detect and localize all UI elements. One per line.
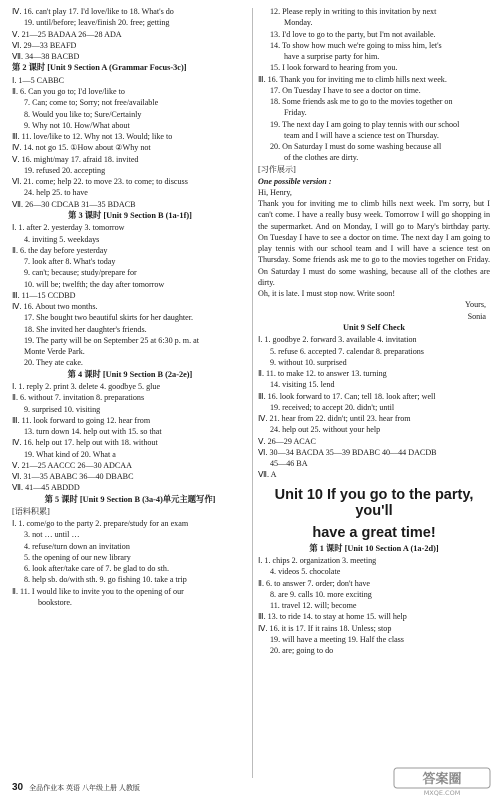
left-line: 24. help 25. to have [24, 188, 88, 198]
right-line: Ⅰ. 1. chips 2. organization 3. meeting [258, 556, 377, 565]
left-line: Ⅰ. 1. after 2. yesterday 3. tomorrow [12, 223, 125, 233]
right-line: Ⅲ. 13. to ride 14. to stay at home 15. will help [258, 612, 407, 622]
left-line: 10. will be; twelfth; the day after tomorrow [24, 279, 165, 289]
left-line: Ⅲ. 11—15 CCDBD [12, 290, 76, 300]
right-line: 45—46 BA [270, 459, 308, 468]
right-line: 11. travel 12. will; become [270, 601, 357, 610]
left-line: Ⅲ. 11. love/like to 12. Why not 13. Would; like to [12, 132, 173, 141]
right-line: 13. I'd love to go to the party, but I'm not available. [270, 29, 436, 39]
left-line: [语料积累] [12, 507, 50, 516]
right-line: Friday. [284, 108, 307, 118]
right-line: 19. will have a meeting 19. Half the class [270, 634, 404, 644]
right-line: 12. Please reply in writing to this invitation by next [270, 7, 437, 16]
left-line: 19. The party will be on September 25 at 6:30 p. m. at [24, 335, 199, 345]
left-line: 7. Can; come to; Sorry; not free/available [24, 98, 159, 108]
right-line: of the clothes are dirty. [284, 153, 359, 163]
left-line: Monte Verde Park. [24, 347, 85, 356]
left-line: Ⅱ. 6. Can you go to; I'd love/like to [12, 87, 125, 96]
left-line: Ⅱ. 6. without 7. invitation 8. preparations [12, 393, 145, 403]
left-line: Ⅰ. 1. reply 2. print 3. delete 4. goodbye 5. glue [12, 382, 161, 391]
column-divider [252, 8, 253, 778]
right-line: 17. On Tuesday I have to see a doctor on time. [270, 85, 421, 95]
left-column [12, 6, 248, 608]
left-line: Ⅴ. 16. might/may 17. afraid 18. invited [12, 154, 139, 164]
left-line: 4. inviting 5. weekdays [24, 234, 100, 244]
left-line: Ⅵ. 31—35 ABABC 36—40 DBABC [12, 472, 134, 481]
footer-text: 全品作业本 英语 八年级上册 人教版 [29, 785, 140, 792]
right-line: Ⅱ. 6. to answer 7. order; don't have [258, 578, 370, 588]
left-line: 6. look after/take care of 7. be glad to do sth. [24, 564, 169, 573]
right-line: 第 1 课时 [Unit 10 Section A (1a-2d)] [309, 543, 439, 553]
right-line: Ⅵ. 30—34 BACDA 35—39 BDABC 40—44 DACDB [258, 447, 437, 457]
right-line: 24. help out 25. without your help [270, 425, 381, 435]
left-line: 9. surprised 10. visiting [24, 404, 101, 414]
watermark-url: MXQE.COM [423, 789, 461, 796]
right-line: 4. videos 5. chocolate [270, 567, 341, 577]
left-line: 18. She invited her daughter's friends. [24, 324, 147, 334]
right-line: Ⅳ. 21. hear from 22. didn't; until 23. hear from [258, 414, 411, 423]
right-line: 20. are; going to do [270, 646, 334, 655]
watermark-text: 答案圈 [422, 772, 462, 787]
right-line: Monday. [284, 18, 313, 28]
left-line: 19. refused 20. accepting [24, 165, 106, 175]
left-line: 20. They ate cake. [24, 358, 83, 368]
right-line: 14. visiting 15. lend [270, 380, 335, 390]
left-line: 第 4 课时 [Unit 9 Section B (2a-2e)] [67, 369, 193, 379]
right-column [258, 6, 490, 656]
page-footer [12, 782, 140, 793]
left-line: 17. She bought two beautiful skirts for her daughter. [24, 313, 194, 323]
right-line: Oh, it is late. I must stop now. Write soon! [258, 289, 396, 298]
left-line: 第 2 课时 [Unit 9 Section A (Grammar Focus-3c)] [12, 63, 187, 73]
right-line: team and I will have a science test on Thursday. [284, 130, 439, 140]
left-line: 3. not … until … [24, 530, 80, 540]
right-line: Ⅴ. 26—29 ACAC [258, 436, 316, 446]
left-line: 19. What kind of 20. What a [24, 449, 116, 459]
left-line: Ⅵ. 29—33 BEAFD [12, 40, 77, 50]
right-line: Ⅳ. 16. it is 17. If it rains 18. Unless; stop [258, 623, 392, 633]
right-line: 8. are 9. calls 10. more exciting [270, 589, 372, 599]
page-number: 30 [12, 782, 24, 793]
left-line: Ⅶ. 26—30 CDCAB 31—35 BDACB [12, 199, 136, 209]
left-line: 9. can't; because; study/prepare for [24, 268, 137, 278]
right-line: [习作展示] [258, 164, 296, 174]
right-line: One possible version : [258, 176, 332, 186]
right-line: Ⅱ. 11. to make 12. to answer 13. turning [258, 369, 387, 378]
right-line: 20. On Saturday I must do some washing because all [270, 142, 442, 151]
right-line: 5. refuse 6. accepted 7. calendar 8. preparations [270, 346, 424, 356]
left-line: Ⅱ. 11. I would like to invite you to the opening of our [12, 586, 184, 596]
left-line: Ⅶ. 34—38 BACBD [12, 52, 80, 61]
right-line: Ⅶ. A [258, 470, 277, 480]
left-line: 13. turn down 14. help out with 15. so that [24, 427, 162, 436]
left-line: Ⅳ. 16. help out 17. help out with 18. without [12, 438, 158, 448]
left-line: 第 5 课时 [Unit 9 Section B (3a-4)单元主题写作] [44, 494, 216, 504]
left-line: Ⅳ. 14. not go 15. ①How about ②Why not [12, 143, 151, 153]
left-line: Ⅳ. 16. can't play 17. I'd love/like to 18. What's do [12, 7, 174, 16]
right-line: 9. without 10. surprised [270, 357, 347, 367]
left-line: bookstore. [38, 597, 72, 607]
left-line: 5. the opening of our new library [24, 552, 131, 562]
left-line: 9. Why not 10. How/What about [24, 120, 130, 130]
left-line: Ⅱ. 6. the day before yesterday [12, 245, 108, 255]
right-line: 19. The next day I am going to play tennis with our school [270, 119, 460, 129]
left-line: Ⅶ. 41—45 ABDDD [12, 483, 80, 493]
left-line: 第 3 课时 [Unit 9 Section B (1a-1f)] [68, 210, 192, 220]
left-line: 19. until/before; leave/finish 20. free; getting [24, 18, 170, 28]
right-line: Ⅲ. 16. Thank you for inviting me to climb hills next week. [258, 74, 447, 84]
left-line: Ⅵ. 21. come; help 22. to move 23. to come; to discuss [12, 177, 188, 186]
left-line: Ⅴ. 21—25 AACCC 26—30 ADCAA [12, 460, 132, 470]
right-line: have a great time! [312, 524, 436, 541]
watermark-logo [392, 766, 492, 796]
left-line: Ⅲ. 11. look forward to going 12. hear from [12, 415, 151, 425]
right-line: Ⅲ. 16. look forward to 17. Can; tell 18. look after; well [258, 391, 436, 401]
left-line: 7. look after 8. What's today [24, 257, 116, 266]
right-line: Hi, Henry, [258, 187, 292, 197]
right-line: Ⅰ. 1. goodbye 2. forward 3. available 4. invitation [258, 335, 417, 345]
right-line: Thank you for inviting me to climb hills next week. I'm sorry, but I can't come. I have a really busy week. Tomorrow I will go shopping in the supermarket. And on Monday, I will go to Mary's birthday party. On Tuesday I have to see a doctor on time. The next day I am going to play tennis with our school team and I will have a science test on Thursday. Some friends ask me to go to the movies together on Friday. On Saturday I must do some washing, because all of the clothes are dirty. [258, 199, 490, 287]
right-line: Unit 10 If you go to the party, you'll [274, 486, 474, 519]
left-line: Ⅰ. 1—5 CABBC [12, 75, 65, 85]
left-line: 8. help sb. do/with sth. 9. go fishing 10. take a trip [24, 575, 187, 585]
left-line: Ⅳ. 16. About two months. [12, 302, 98, 311]
right-line: Unit 9 Self Check [343, 322, 405, 332]
left-line: Ⅰ. 1. come/go to the party 2. prepare/study for an exam [12, 519, 189, 528]
right-line: 14. To show how much we're going to miss him, let's [270, 40, 442, 50]
right-line: 15. I look forward to hearing from you. [270, 63, 398, 73]
left-line: 8. Would you like to; Sure/Certainly [24, 109, 142, 119]
left-line: 4. refuse/turn down an invitation [24, 541, 130, 551]
right-line: have a surprise party for him. [284, 52, 380, 61]
right-line: Sonia [467, 311, 486, 321]
right-line: Yours, [465, 300, 486, 310]
right-line: 18. Some friends ask me to go to the movies together on [270, 97, 453, 106]
right-line: 19. received; to accept 20. didn't; until [270, 402, 395, 412]
left-line: Ⅴ. 21—25 BADAA 26—28 ADA [12, 29, 122, 39]
